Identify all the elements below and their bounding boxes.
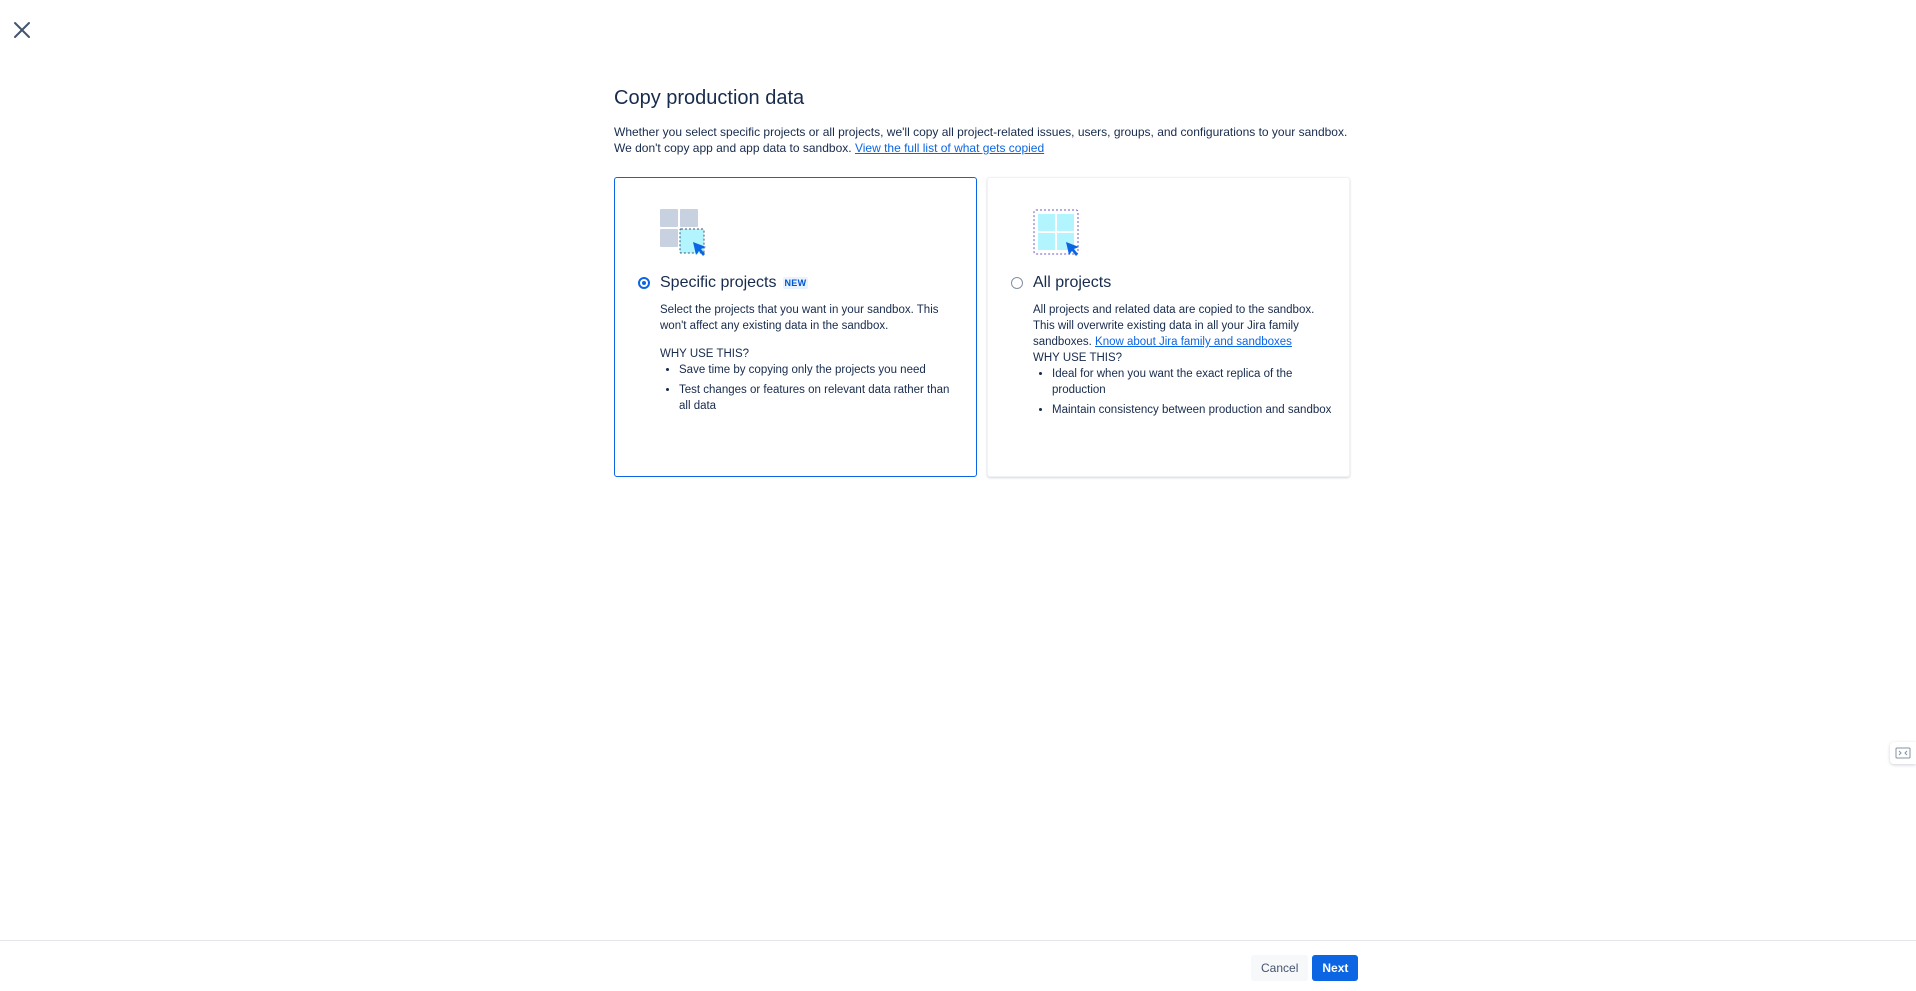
list-item: • Ideal for when you want the exact replica of the production bbox=[1052, 366, 1333, 398]
page-title: Copy production data bbox=[614, 87, 805, 109]
all-why-heading: WHY USE THIS? bbox=[1033, 352, 1123, 364]
description-text: Whether you select specific projects or all projects, we'll copy all project-related issues, users, groups, and configurations to your sandbox. We don't copy app and app data to sandbox. bbox=[614, 125, 1348, 155]
all-projects-description bbox=[1033, 302, 1333, 350]
specific-projects-title-text: Specific projects bbox=[660, 274, 777, 291]
specific-projects-illustration-icon bbox=[660, 209, 708, 257]
next-button[interactable]: Next bbox=[1312, 955, 1358, 981]
option-cards bbox=[614, 177, 1350, 477]
all-projects-card[interactable] bbox=[987, 177, 1350, 477]
jira-family-link[interactable]: Know about Jira family and sandboxes bbox=[1095, 336, 1292, 348]
new-badge: NEW bbox=[784, 278, 807, 288]
specific-projects-description: Select the projects that you want in your sandbox. This won't affect any existing data in the sandbox. bbox=[660, 304, 939, 332]
all-projects-body bbox=[1033, 302, 1333, 422]
close-icon bbox=[12, 20, 32, 40]
cancel-button[interactable]: Cancel bbox=[1251, 955, 1308, 981]
all-projects-illustration-icon bbox=[1033, 209, 1081, 257]
specific-projects-title bbox=[660, 273, 808, 293]
footer-bar bbox=[0, 940, 1916, 991]
main-content bbox=[614, 86, 1350, 416]
full-list-link[interactable]: View the full list of what gets copied bbox=[854, 141, 1045, 155]
specific-reasons-list bbox=[660, 362, 960, 414]
feedback-widget[interactable] bbox=[1890, 742, 1916, 764]
list-item: • Test changes or features on relevant data rather than all data bbox=[679, 382, 960, 414]
close-button[interactable] bbox=[8, 16, 36, 44]
all-projects-title: All projects bbox=[1033, 274, 1112, 291]
list-item: • Maintain consistency between production and sandbox bbox=[1052, 402, 1333, 418]
list-item: • Save time by copying only the projects you need bbox=[679, 362, 960, 378]
all-projects-radio[interactable] bbox=[1011, 277, 1023, 289]
all-reasons-list bbox=[1033, 366, 1333, 418]
page-description bbox=[614, 124, 1350, 156]
feedback-icon bbox=[1895, 747, 1911, 759]
specific-projects-body bbox=[660, 302, 960, 418]
specific-projects-radio[interactable] bbox=[638, 277, 650, 289]
footer-actions bbox=[1251, 955, 1358, 981]
specific-why-heading: WHY USE THIS? bbox=[660, 348, 750, 360]
specific-projects-card[interactable] bbox=[614, 177, 977, 477]
all-projects-description-text: All projects and related data are copied to the sandbox. This will overwrite existing data in all your Jira family sandboxes. bbox=[1033, 304, 1315, 348]
